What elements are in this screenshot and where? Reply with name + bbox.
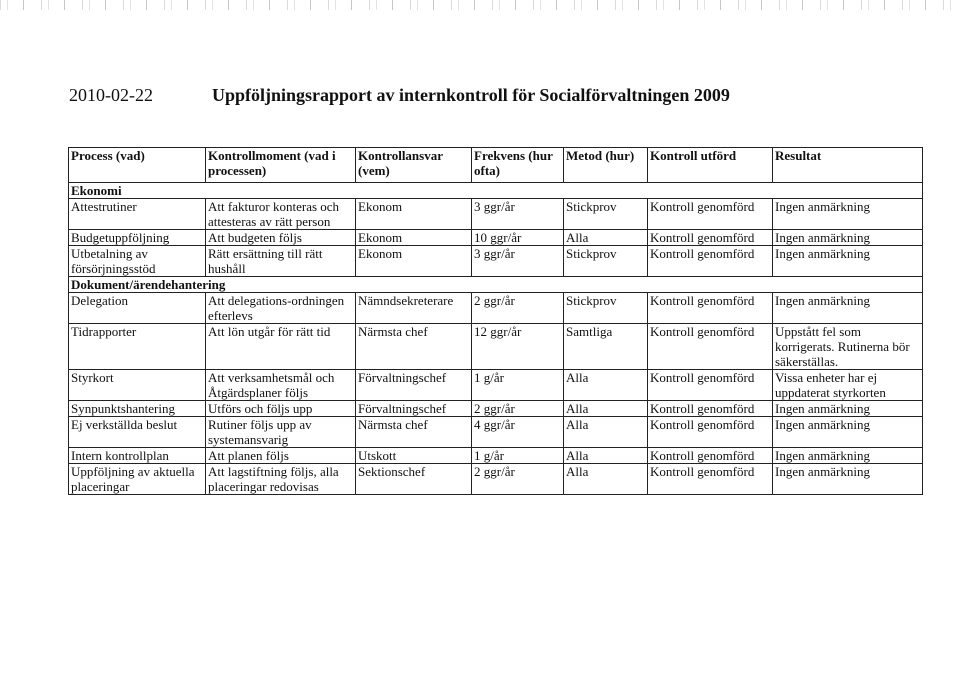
cell-result: Vissa enheter har ej uppdaterat styrkorten	[773, 370, 923, 401]
cell-result: Ingen anmärkning	[773, 293, 923, 324]
internal-control-table	[68, 147, 923, 495]
scan-artifact-strip	[0, 0, 960, 10]
cell-process: Styrkort	[69, 370, 206, 401]
cell-process: Tidrapporter	[69, 324, 206, 370]
cell-process: Ej verkställda beslut	[69, 417, 206, 448]
cell-control-done: Kontroll genomförd	[648, 324, 773, 370]
cell-control-moment: Rutiner följs upp av systemansvarig	[206, 417, 356, 448]
cell-responsibility: Ekonom	[356, 246, 472, 277]
cell-control-moment: Att verksamhetsmål och Åtgärdsplaner följs	[206, 370, 356, 401]
col-header-process: Process (vad)	[69, 148, 206, 183]
cell-control-done: Kontroll genomförd	[648, 246, 773, 277]
header-row	[69, 148, 923, 183]
cell-frequency: 2 ggr/år	[472, 293, 564, 324]
report-title: Uppföljningsrapport av internkontroll för Socialförvaltningen 2009	[212, 85, 730, 105]
col-header-method: Metod (hur)	[564, 148, 648, 183]
cell-frequency: 1 g/år	[472, 370, 564, 401]
section-title-dokument: Dokument/ärendehantering	[69, 277, 923, 293]
section-row	[69, 183, 923, 199]
cell-control-moment: Rätt ersättning till rätt hushåll	[206, 246, 356, 277]
cell-control-done: Kontroll genomförd	[648, 417, 773, 448]
cell-control-moment: Att lön utgår för rätt tid	[206, 324, 356, 370]
cell-control-done: Kontroll genomförd	[648, 293, 773, 324]
cell-result: Ingen anmärkning	[773, 246, 923, 277]
cell-process: Uppföljning av aktuella placeringar	[69, 464, 206, 495]
cell-control-moment: Att lagstiftning följs, alla placeringar redovisas	[206, 464, 356, 495]
cell-responsibility: Förvaltningschef	[356, 370, 472, 401]
cell-frequency: 2 ggr/år	[472, 401, 564, 417]
cell-process: Delegation	[69, 293, 206, 324]
table-row	[69, 293, 923, 324]
cell-frequency: 4 ggr/år	[472, 417, 564, 448]
cell-result: Ingen anmärkning	[773, 417, 923, 448]
table-row	[69, 230, 923, 246]
table-row	[69, 464, 923, 495]
cell-method: Alla	[564, 417, 648, 448]
cell-method: Alla	[564, 401, 648, 417]
cell-method: Stickprov	[564, 199, 648, 230]
cell-responsibility: Närmsta chef	[356, 417, 472, 448]
cell-control-done: Kontroll genomförd	[648, 448, 773, 464]
cell-control-moment: Att budgeten följs	[206, 230, 356, 246]
cell-frequency: 2 ggr/år	[472, 464, 564, 495]
cell-control-done: Kontroll genomförd	[648, 199, 773, 230]
cell-responsibility: Utskott	[356, 448, 472, 464]
cell-method: Alla	[564, 464, 648, 495]
table-row	[69, 401, 923, 417]
cell-result: Ingen anmärkning	[773, 199, 923, 230]
cell-frequency: 3 ggr/år	[472, 199, 564, 230]
cell-responsibility: Nämndsekreterare	[356, 293, 472, 324]
cell-responsibility: Förvaltningschef	[356, 401, 472, 417]
cell-method: Stickprov	[564, 293, 648, 324]
cell-control-done: Kontroll genomförd	[648, 230, 773, 246]
cell-responsibility: Ekonom	[356, 230, 472, 246]
cell-control-moment: Utförs och följs upp	[206, 401, 356, 417]
table-row	[69, 199, 923, 230]
cell-control-moment: Att fakturor konteras och attesteras av rätt person	[206, 199, 356, 230]
col-header-control-moment: Kontrollmoment (vad i processen)	[206, 148, 356, 183]
cell-method: Alla	[564, 370, 648, 401]
col-header-responsibility: Kontrollansvar (vem)	[356, 148, 472, 183]
cell-process: Utbetalning av försörjningsstöd	[69, 246, 206, 277]
cell-control-done: Kontroll genomförd	[648, 401, 773, 417]
cell-responsibility: Närmsta chef	[356, 324, 472, 370]
section-title-ekonomi: Ekonomi	[69, 183, 923, 199]
cell-process: Synpunktshantering	[69, 401, 206, 417]
cell-result: Ingen anmärkning	[773, 464, 923, 495]
cell-responsibility: Sektionschef	[356, 464, 472, 495]
cell-method: Alla	[564, 448, 648, 464]
cell-frequency: 12 ggr/år	[472, 324, 564, 370]
cell-result: Ingen anmärkning	[773, 230, 923, 246]
cell-method: Stickprov	[564, 246, 648, 277]
cell-method: Samtliga	[564, 324, 648, 370]
report-date: 2010-02-22	[69, 85, 153, 105]
col-header-result: Resultat	[773, 148, 923, 183]
table-row	[69, 370, 923, 401]
cell-result: Ingen anmärkning	[773, 448, 923, 464]
cell-control-done: Kontroll genomförd	[648, 370, 773, 401]
table-row	[69, 246, 923, 277]
cell-result: Uppstått fel som korrigerats. Rutinerna bör säkerställas.	[773, 324, 923, 370]
cell-process: Intern kontrollplan	[69, 448, 206, 464]
cell-process: Attestrutiner	[69, 199, 206, 230]
col-header-control-done: Kontroll utförd	[648, 148, 773, 183]
cell-result: Ingen anmärkning	[773, 401, 923, 417]
cell-frequency: 3 ggr/år	[472, 246, 564, 277]
cell-responsibility: Ekonom	[356, 199, 472, 230]
cell-method: Alla	[564, 230, 648, 246]
table-row	[69, 324, 923, 370]
cell-control-moment: Att planen följs	[206, 448, 356, 464]
table-row	[69, 448, 923, 464]
cell-frequency: 1 g/år	[472, 448, 564, 464]
table-row	[69, 417, 923, 448]
col-header-frequency: Frekvens (hur ofta)	[472, 148, 564, 183]
cell-control-moment: Att delegations-ordningen efterlevs	[206, 293, 356, 324]
cell-control-done: Kontroll genomförd	[648, 464, 773, 495]
section-row	[69, 277, 923, 293]
cell-process: Budgetuppföljning	[69, 230, 206, 246]
cell-frequency: 10 ggr/år	[472, 230, 564, 246]
